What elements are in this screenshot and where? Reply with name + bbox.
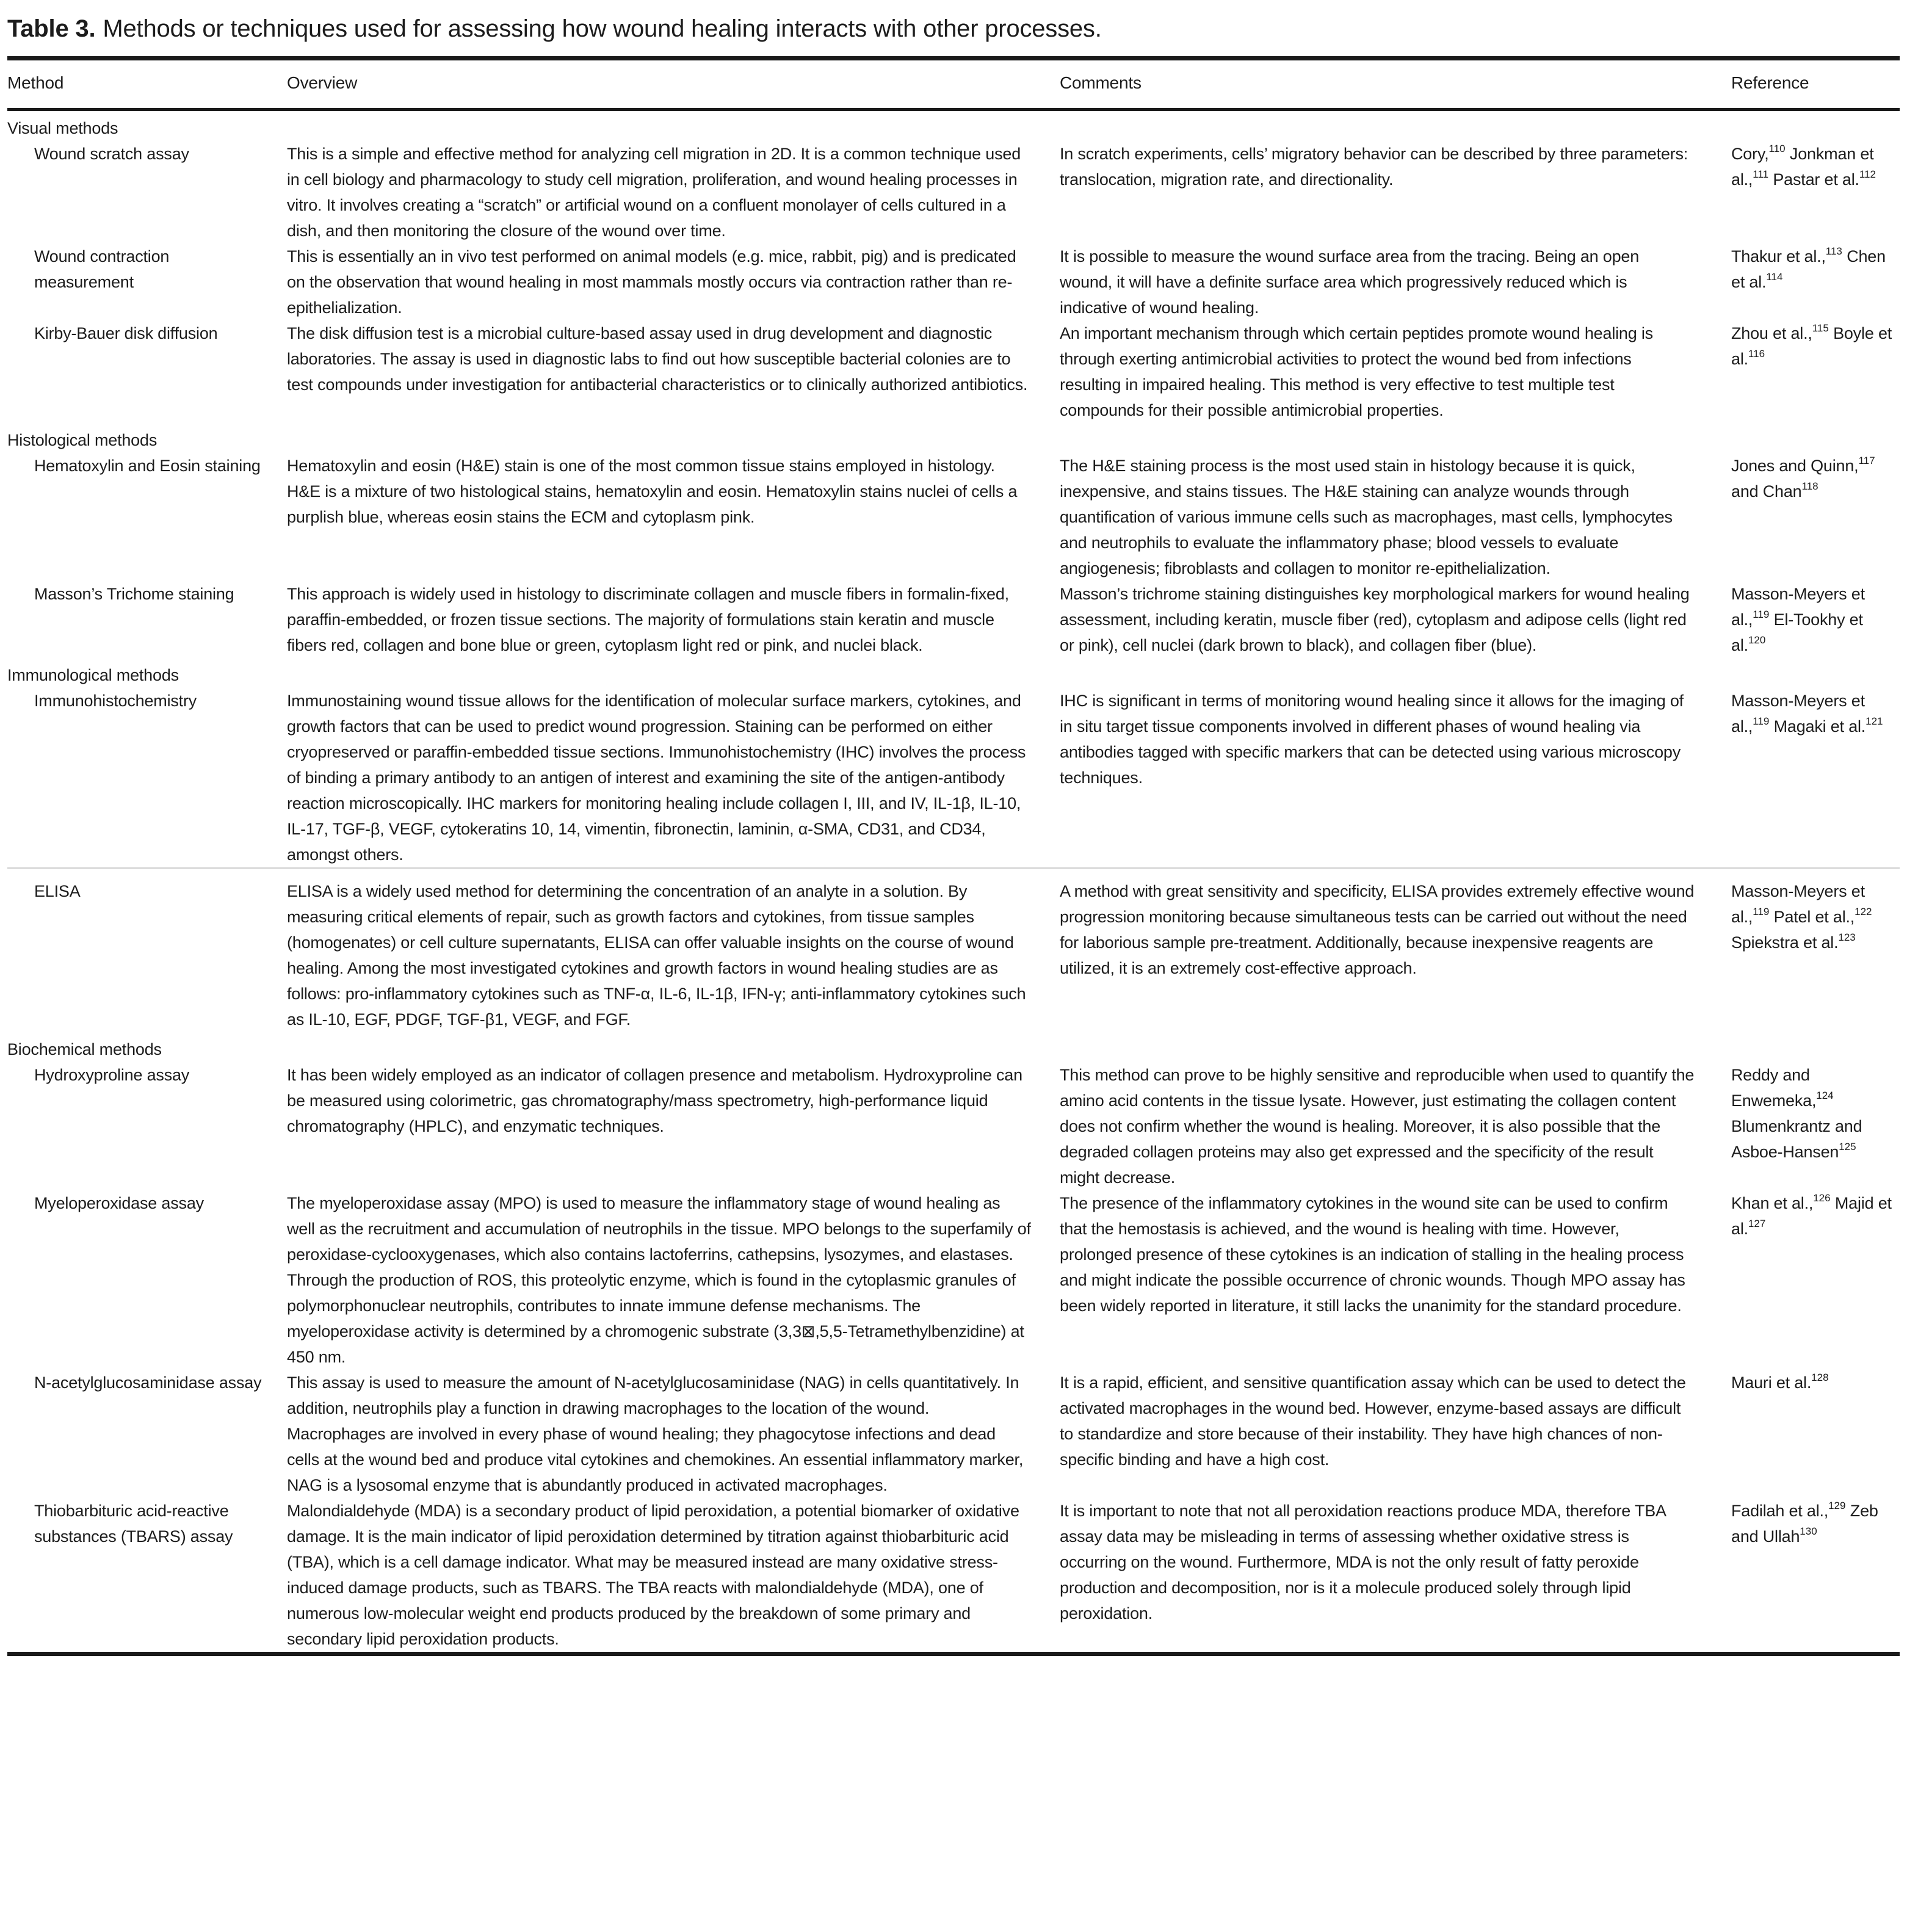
overview-cell: Hematoxylin and eosin (H&E) stain is one of the most common tissue stains employed in histology. H&E is a mixture of two histological stains, hematoxylin and eosin. Hematoxylin stains nuclei of cells a purplish blue, whereas eosin stains the ECM and cytoplasm pink. [287, 457, 1018, 526]
citation-superscript: 118 [1801, 480, 1818, 492]
table-row [7, 1498, 1900, 1654]
section-header-row [7, 110, 1900, 142]
table-row [7, 1062, 1900, 1190]
method-cell: Kirby-Bauer disk diffusion [34, 324, 218, 342]
overview-cell: This assay is used to measure the amount of N-acetylglucosaminidase (NAG) in cells quantitatively. In addition, neutrophils play a function in drawing macrophages to the location of the wound. Macrophages are involved in every phase of wound healing; they phagocytose infections and dead cells at the wound bed and produce vital cytokines and chemokines. An essential inflammatory marker, NAG is a lysosomal enzyme that is abundantly produced in activated macrophages. [287, 1373, 1024, 1494]
reference-text: Fadilah et al., [1731, 1502, 1829, 1520]
overview-cell: The disk diffusion test is a microbial culture-based assay used in drug development and diagnostic laboratories. The assay is used in diagnostic labs to find out how susceptible bacterial colonies are to test compounds under investigation for antibacterial characteristics or to clinically authorized antibiotics. [287, 324, 1028, 394]
overview-cell: Malondialdehyde (MDA) is a secondary product of lipid peroxidation, a potential biomarker of oxidative damage. It is the main indicator of lipid peroxidation determined by titration against thiobarbituric acid (TBA), which is a cell damage indicator. What may be measured instead are many oxidative stress-induced damage products, such as TBARS. The TBA reacts with malondialdehyde (MDA), one of numerous low-molecular weight end products produced by the breakdown of some primary and secondary lipid peroxidation products. [287, 1502, 1019, 1648]
method-cell: Myeloperoxidase assay [34, 1194, 204, 1212]
method-cell: Wound scratch assay [34, 145, 189, 163]
citation-superscript: 125 [1839, 1141, 1856, 1152]
reference-cell [1731, 1498, 1900, 1654]
citation-superscript: 121 [1865, 715, 1883, 727]
method-cell: Hematoxylin and Eosin staining [34, 457, 261, 475]
comments-cell: IHC is significant in terms of monitoring wound healing since it allows for the imaging of in situ target tissue components involved in different phases of wound healing via antibodies tagged with specific markers that can be detected using various microscopy techniques. [1060, 692, 1684, 787]
reference-text: Cory, [1731, 145, 1769, 163]
method-cell: ELISA [7, 868, 287, 1032]
comments-cell: The presence of the inflammatory cytokines in the wound site can be used to confirm that the hemostasis is achieved, and the wound is healing with time. However, prolonged presence of these cytokines is an indication of stalling in the healing process and might indicate the possible occurrence of chronic wounds. Though MPO assay has been widely reported in literature, it still lacks the unanimity for the standard procedure. [1060, 1194, 1685, 1315]
method-cell: N-acetylglucosaminidase assay [34, 1373, 262, 1392]
reference-cell [1731, 141, 1900, 244]
method-cell: Masson’s Trichome staining [34, 585, 234, 603]
column-header-overview: Overview [287, 59, 1060, 110]
reference-text: Masson-Meyers et al., [1731, 692, 1865, 736]
column-header-row [7, 59, 1900, 110]
reference-cell [1731, 688, 1900, 868]
citation-superscript: 113 [1825, 245, 1842, 257]
reference-text: Pastar et al. [1768, 170, 1859, 189]
table-caption-text: Methods or techniques used for assessing how wound healing interacts with other processes. [103, 15, 1102, 42]
table-row [7, 868, 1900, 1032]
section-header-row [7, 423, 1900, 453]
reference-text: Reddy and Enwemeka, [1731, 1066, 1817, 1110]
section-header-row [7, 1032, 1900, 1062]
comments-cell: It is possible to measure the wound surface area from the tracing. Being an open wound, it will have a definite surface area which progressively reduced which is indicative of wound healing. [1060, 247, 1640, 317]
table-caption [7, 13, 1900, 44]
methods-table [7, 56, 1900, 1656]
reference-cell [1731, 244, 1900, 320]
reference-text: Thakur et al., [1731, 247, 1826, 266]
citation-superscript: 130 [1800, 1525, 1817, 1537]
comments-cell: The H&E staining process is the most used stain in histology because it is quick, inexpensive, and stains tissues. The H&E staining can analyze wounds through quantification of various immune cells such as macrophages, mast cells, lymphocytes and neutrophils to evaluate the inflammatory phase; blood vessels to evaluate angiogenesis; fibroblasts and collagen to monitor re-epithelialization. [1060, 457, 1673, 577]
comments-cell: A method with great sensitivity and specificity, ELISA provides extremely effective wound progression monitoring because simultaneous tests can be carried out without the need for laborious sample pre-treatment. Additionally, because inexpensive reagents are utilized, it is an extremely cost-effective approach. [1060, 868, 1731, 1032]
reference-cell [1731, 581, 1900, 658]
section-title: Biochemical methods [7, 1040, 162, 1058]
citation-superscript: 129 [1828, 1500, 1846, 1511]
reference-text: and Chan [1731, 482, 1802, 501]
reference-text: Zeb and Ullah [1731, 1502, 1878, 1546]
citation-superscript: 120 [1748, 634, 1766, 646]
reference-text: Spiekstra et al. [1731, 933, 1839, 952]
citation-superscript: 111 [1753, 168, 1769, 180]
citation-superscript: 110 [1768, 143, 1786, 154]
table-body [7, 110, 1900, 1654]
reference-text: Mauri et al. [1731, 1373, 1812, 1392]
overview-cell: This approach is widely used in histology to discriminate collagen and muscle fibers in formalin-fixed, paraffin-embedded, or frozen tissue sections. The majority of formulations stain keratin and muscle fibers red, collagen and bone blue or green, cytoplasm light red or pink, and nuclei black. [287, 585, 1009, 654]
table-caption-label: Table 3. [7, 15, 96, 42]
comments-cell: It is important to note that not all peroxidation reactions produce MDA, therefore TBA assay data may be misleading in terms of assessing whether oxidative stress is occurring on the wound. Furthermore, MDA is not the only result of fatty peroxide production and decomposition, nor is it a molecule produced solely through lipid peroxidation. [1060, 1502, 1666, 1623]
table-row [7, 453, 1900, 581]
citation-superscript: 126 [1813, 1192, 1831, 1204]
table-row [7, 581, 1900, 658]
table-row [7, 244, 1900, 320]
citation-superscript: 119 [1753, 906, 1770, 917]
citation-superscript: 116 [1748, 348, 1765, 360]
column-header-method: Method [7, 59, 287, 110]
reference-text: Zhou et al., [1731, 324, 1812, 342]
table-row [7, 1190, 1900, 1370]
comments-cell: In scratch experiments, cells’ migratory behavior can be described by three parameters: translocation, migration rate, and directionality. [1060, 145, 1688, 189]
citation-superscript: 117 [1858, 455, 1875, 466]
section-title: Histological methods [7, 431, 157, 449]
citation-superscript: 114 [1766, 271, 1783, 283]
comments-cell: Masson’s trichrome staining distinguishes key morphological markers for wound healing assessment, including keratin, muscle fiber (red), cytoplasm and adipose cells (light red or pink), cell nuclei (dark brown to black), and collagen fiber (blue). [1060, 585, 1690, 654]
citation-superscript: 128 [1811, 1372, 1829, 1383]
citation-superscript: 122 [1855, 906, 1872, 917]
method-cell: Wound contraction measurement [34, 247, 170, 291]
table-row [7, 320, 1900, 423]
method-cell: Hydroxyproline assay [34, 1066, 190, 1084]
comments-cell: This method can prove to be highly sensitive and reproducible when used to quantify the amino acid contents in the tissue lysate. However, just estimating the collagen content does not confirm whether the wound is healing. Moreover, it is also possible that the degraded collagen proteins may also get expressed and the specificity of the result might decrease. [1060, 1066, 1695, 1187]
overview-cell: Immunostaining wound tissue allows for the identification of molecular surface markers, cytokines, and growth factors that can be used to predict wound progression. Staining can be performed on either cryopreserved or paraffin-embedded tissue sections. Immunohistochemistry (IHC) involves the process of binding a primary antibody to an antigen of interest and examining the site of the antigen-antibody reaction microscopically. IHC markers for monitoring healing include collagen I, III, and IV, IL-1β, IL-10, IL-17, TGF-β, VEGF, cytokeratins 10, 14, vimentin, fibronectin, laminin, α-SMA, CD31, and CD34, amongst others. [287, 692, 1026, 864]
overview-cell: This is essentially an in vivo test performed on animal models (e.g. mice, rabbit, pig) and is predicated on the observation that wound healing in most mammals mostly occurs via contraction rather than re-epithelialization. [287, 247, 1016, 317]
reference-cell [1731, 868, 1900, 1032]
reference-text: Jonkman et al., [1731, 145, 1874, 189]
reference-text: Masson-Meyers et al., [1731, 585, 1865, 629]
reference-cell [1731, 1062, 1900, 1190]
reference-text: Magaki et al. [1769, 717, 1866, 736]
citation-superscript: 119 [1753, 715, 1770, 727]
overview-cell: It has been widely employed as an indicator of collagen presence and metabolism. Hydroxyproline can be measured using colorimetric, gas chromatography/mass spectrometry, high-performance liquid chromatography (HPLC), and enzymatic techniques. [287, 1066, 1022, 1135]
reference-text: Blumenkrantz and Asboe-Hansen [1731, 1117, 1862, 1161]
method-cell: Immunohistochemistry [34, 692, 197, 710]
comments-cell: It is a rapid, efficient, and sensitive quantification assay which can be used to detect the activated macrophages in the wound bed. However, enzyme-based assays are difficult to standardize and store because of their instability. They have high chances of non-specific binding and have a high cost. [1060, 1373, 1686, 1469]
citation-superscript: 115 [1812, 322, 1829, 334]
section-title: Visual methods [7, 119, 118, 137]
reference-text: El-Tookhy et al. [1731, 610, 1863, 654]
overview-cell: The myeloperoxidase assay (MPO) is used to measure the inflammatory stage of wound healing as well as the recruitment and accumulation of neutrophils in the tissue. MPO belongs to the superfamily of peroxidase-cyclooxygenases, which also contains lactoferrins, cathepsins, lysozymes, and elastases. Through the production of ROS, this proteolytic enzyme, which is found in the cytoplasmic granules of polymorphonuclear neutrophils, contributes to innate immune defense mechanisms. The myeloperoxidase activity is determined by a chromogenic substrate (3,3⊠,5,5-Tetramethylbenzidine) at 450 nm. [287, 1194, 1031, 1366]
reference-cell [1731, 1370, 1900, 1498]
method-cell: Thiobarbituric acid-reactive substances (TBARS) assay [34, 1502, 233, 1546]
reference-text: Boyle et al. [1731, 324, 1892, 368]
reference-text: Jones and Quinn, [1731, 457, 1859, 475]
citation-superscript: 112 [1859, 168, 1876, 180]
reference-cell [1731, 453, 1900, 581]
table-row [7, 688, 1900, 868]
column-header-reference: Reference [1731, 59, 1900, 110]
citation-superscript: 127 [1748, 1218, 1766, 1229]
comments-cell: An important mechanism through which certain peptides promote wound healing is through exerting antimicrobial activities to protect the wound bed from infections resulting in impaired healing. This method is very effective to test multiple test compounds for their possible antimicrobial properties. [1060, 324, 1653, 419]
reference-text: Khan et al., [1731, 1194, 1814, 1212]
column-header-comments: Comments [1060, 59, 1731, 110]
overview-cell: This is a simple and effective method for analyzing cell migration in 2D. It is a common technique used in cell biology and pharmacology to study cell migration, proliferation, and wound healing processes in vitro. It involves creating a “scratch” or artificial wound on a confluent monolayer of cells cultured in a dish, and then monitoring the closure of the wound over time. [287, 145, 1021, 240]
table-row [7, 1370, 1900, 1498]
section-header-row [7, 658, 1900, 688]
reference-cell [1731, 320, 1900, 423]
citation-superscript: 123 [1838, 932, 1856, 943]
section-title: Immunological methods [7, 666, 179, 684]
reference-text: Majid et al. [1731, 1194, 1892, 1238]
reference-text: Patel et al., [1769, 908, 1855, 926]
overview-cell: ELISA is a widely used method for determining the concentration of an analyte in a solution. By measuring critical elements of repair, such as growth factors and cytokines, from tissue samples (homogenates) or cell culture supernatants, ELISA can offer valuable insights on the course of wound healing. Among the most investigated cytokines and growth factors in wound healing studies are as follows: pro-inflammatory cytokines such as TNF-α, IL-6, IL-1β, IFN-γ; anti-inflammatory cytokines such as IL-10, EGF, PDGF, TGF-β1, VEGF, and FGF. [287, 868, 1060, 1032]
table-row [7, 141, 1900, 244]
reference-text: Masson-Meyers et al., [1731, 882, 1865, 926]
reference-text: Chen et al. [1731, 247, 1886, 291]
citation-superscript: 119 [1753, 609, 1770, 620]
citation-superscript: 124 [1816, 1090, 1834, 1101]
reference-cell [1731, 1190, 1900, 1370]
